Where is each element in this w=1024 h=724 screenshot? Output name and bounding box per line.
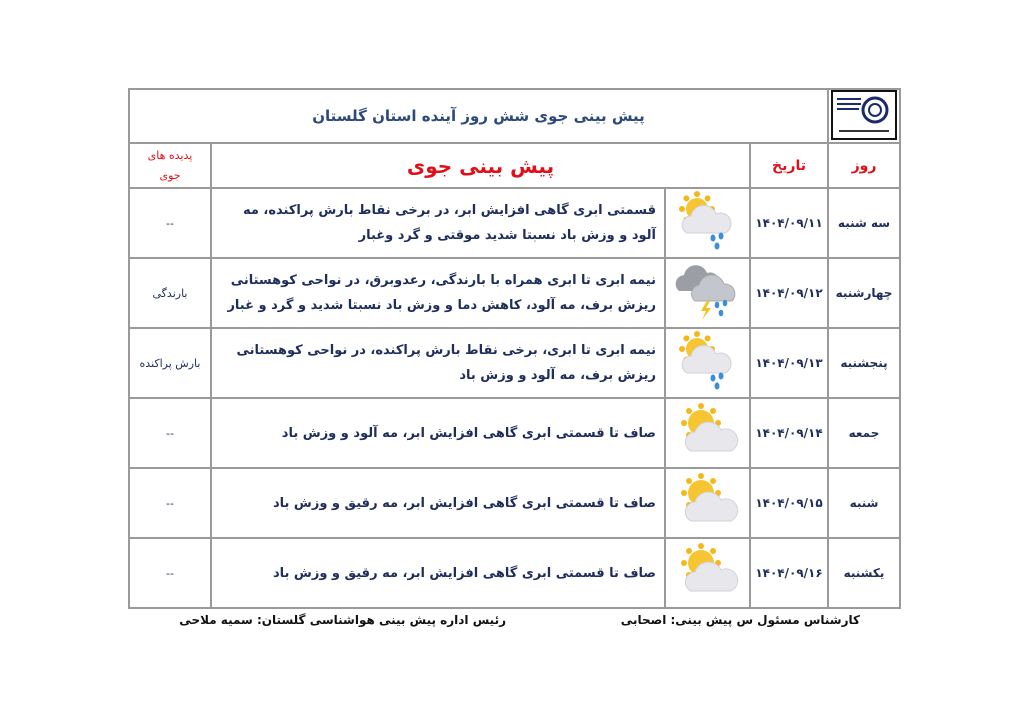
date-cell: ۱۴۰۴/۰۹/۱۱ — [750, 188, 828, 258]
logo — [828, 89, 900, 143]
thunderstorm-rain-icon — [665, 258, 750, 328]
forecast-cell: قسمتی ابری گاهی افزایش ابر، در برخی نقاط بارش پراکنده، مه آلود و وزش باد نسبتا شدید موقتی و گرد وغبار — [211, 188, 665, 258]
forecast-cell: صاف تا قسمتی ابری گاهی افزایش ابر، مه رقیق و وزش باد — [211, 468, 665, 538]
forecast-cell: صاف تا قسمتی ابری گاهی افزایش ابر، مه رقیق و وزش باد — [211, 538, 665, 608]
page-title: پیش بینی جوی شش روز آینده استان گلستان — [129, 89, 828, 143]
day-cell: چهارشنبه — [828, 258, 900, 328]
phenomena-cell: -- — [129, 538, 211, 608]
date-cell: ۱۴۰۴/۰۹/۱۴ — [750, 398, 828, 468]
table-row — [129, 398, 900, 468]
phenomena-cell: -- — [129, 188, 211, 258]
day-cell: یکشنبه — [828, 538, 900, 608]
sun-cloud-icon — [665, 538, 750, 608]
col-forecast: پیش بینی جوی — [211, 143, 750, 188]
phenomena-cell: بارندگی — [129, 258, 211, 328]
date-cell: ۱۴۰۴/۰۹/۱۶ — [750, 538, 828, 608]
phenomena-cell: -- — [129, 468, 211, 538]
sun-cloud-icon — [665, 398, 750, 468]
meteorology-logo-icon — [831, 90, 897, 140]
col-date: تاریخ — [750, 143, 828, 188]
phenomena-cell: بارش پراکنده — [129, 328, 211, 398]
date-cell: ۱۴۰۴/۰۹/۱۵ — [750, 468, 828, 538]
day-cell: سه شنبه — [828, 188, 900, 258]
table-row — [129, 328, 900, 398]
table-row — [129, 258, 900, 328]
forecast-cell: صاف تا قسمتی ابری گاهی افزایش ابر، مه آلود و وزش باد — [211, 398, 665, 468]
phenomena-cell: -- — [129, 398, 211, 468]
date-cell: ۱۴۰۴/۰۹/۱۳ — [750, 328, 828, 398]
day-cell: شنبه — [828, 468, 900, 538]
day-cell: پنجشنبه — [828, 328, 900, 398]
forecast-cell: نیمه ابری تا ابری همراه با بارندگی، رعدوبرق، در نواحی کوهستانی ریزش برف، مه آلود، کاهش دما و وزش باد نسبتا شدید و گرد و غبار — [211, 258, 665, 328]
day-cell: جمعه — [828, 398, 900, 468]
sun-cloud-rain-icon — [665, 188, 750, 258]
forecast-table — [128, 88, 901, 609]
sun-cloud-icon — [665, 468, 750, 538]
forecast-cell: نیمه ابری تا ابری، برخی نقاط بارش پراکنده، در نواحی کوهستانی ریزش برف، مه آلود و وزش باد — [211, 328, 665, 398]
table-row — [129, 468, 900, 538]
table-row — [129, 188, 900, 258]
date-cell: ۱۴۰۴/۰۹/۱۲ — [750, 258, 828, 328]
forecaster-signature: کارشناس مسئول س پیش بینی: اصحابی — [620, 613, 860, 627]
col-day: روز — [828, 143, 900, 188]
table-row — [129, 538, 900, 608]
head-signature: رئیس اداره پیش بینی هواشناسی گلستان: سمیه ملاحی — [179, 613, 506, 627]
sun-cloud-rain-icon — [665, 328, 750, 398]
col-phenomena: پدیده های جوی — [129, 143, 211, 188]
